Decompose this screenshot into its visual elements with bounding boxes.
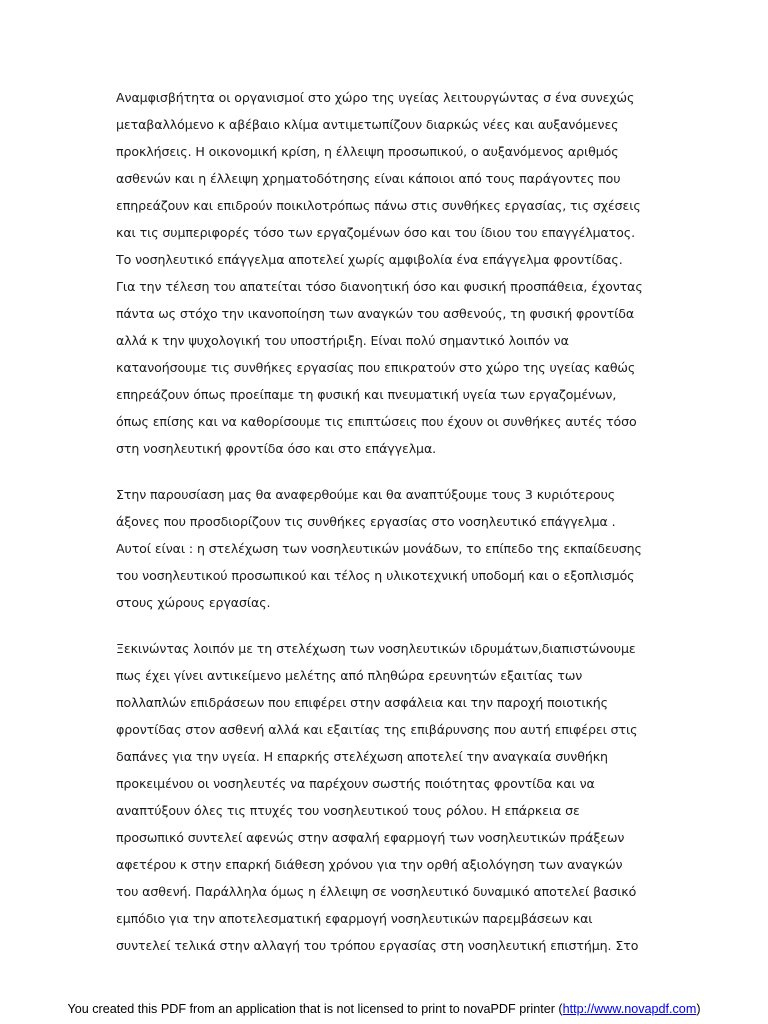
text-line: του νοσηλευτικού προσωπικού και τέλος η υλικοτεχνική υποδομή και ο εξοπλισμός xyxy=(116,568,635,583)
text-line: δαπάνες για την υγεία. Η επαρκής στελέχωση αποτελεί την αναγκαία συνθήκη xyxy=(116,749,608,764)
pdf-license-footer xyxy=(0,1002,768,1016)
text-line: στους χώρους εργασίας. xyxy=(116,595,271,610)
paragraph-staffing xyxy=(116,635,656,959)
text-line: πως έχει γίνει αντικείμενο μελέτης από πληθώρα ερευνητών εξαιτίας των xyxy=(116,668,583,683)
footer-text-end: ) xyxy=(696,1002,701,1016)
text-line: Αναμφισβήτητα οι οργανισμοί στο χώρο της υγείας λειτουργώντας σ ένα συνεχώς xyxy=(116,90,635,105)
text-line: προσωπικό συντελεί αφενώς στην ασφαλή εφαρμογή των νοσηλευτικών πράξεων xyxy=(116,830,625,845)
paragraph-overview xyxy=(116,481,656,616)
footer-text: You created this PDF from an application that is not licensed to print to novaPDF printer ( xyxy=(67,1002,563,1016)
text-line: αφετέρου κ στην επαρκή διάθεση χρόνου για την ορθή αξιολόγηση των αναγκών xyxy=(116,857,623,872)
text-line: προκλήσεις. Η οικονομική κρίση, η έλλειψη προσωπικού, ο αυξανόμενος αριθμός xyxy=(116,144,619,159)
text-line: αναπτύξουν όλες τις πτυχές του νοσηλευτικού τους ρόλου. Η επάρκεια σε xyxy=(116,803,580,818)
text-line: πάντα ως στόχο την ικανοποίηση των αναγκών του ασθενούς, τη φυσική φροντίδα xyxy=(116,306,635,321)
paragraph-intro xyxy=(116,84,656,462)
text-line: επηρεάζουν όπως προείπαμε τη φυσική και πνευματική υγεία των εργαζομένων, xyxy=(116,387,617,402)
text-line: συντελεί τελικά στην αλλαγή του τρόπου εργασίας στη νοσηλευτική επιστήμη. Στο xyxy=(116,938,639,953)
text-line: αλλά κ την ψυχολογική του υποστήριξη. Είναι πολύ σημαντικό λοιπόν να xyxy=(116,333,569,348)
text-line: επηρεάζουν και επιδρούν ποικιλοτρόπως πάνω στις συνθήκες εργασίας, τις σχέσεις xyxy=(116,198,641,213)
text-line: μεταβαλλόμενο κ αβέβαιο κλίμα αντιμετωπίζουν διαρκώς νέες και αυξανόμενες xyxy=(116,117,619,132)
text-line: εμπόδιο για την αποτελεσματική εφαρμογή νοσηλευτικών παρεμβάσεων και xyxy=(116,911,593,926)
text-line: Για την τέλεση του απατείται τόσο διανοητική όσο και φυσική προσπάθεια, έχοντας xyxy=(116,279,643,294)
text-line: πολλαπλών επιδράσεων που επιφέρει στην ασφάλεια και την παροχή ποιοτικής xyxy=(116,695,608,710)
text-line: και τις συμπεριφορές τόσο των εργαζομένων όσο και του ίδιου του επαγγέλματος. xyxy=(116,225,635,240)
text-line: όπως επίσης και να καθορίσουμε τις επιπτώσεις που έχουν οι συνθήκες αυτές τόσο xyxy=(116,414,637,429)
text-line: Αυτοί είναι : η στελέχωση των νοσηλευτικών μονάδων, το επίπεδο της εκπαίδευσης xyxy=(116,541,642,556)
text-line: Το νοσηλευτικό επάγγελμα αποτελεί χωρίς αμφιβολία ένα επάγγελμα φροντίδας. xyxy=(116,252,623,267)
text-line: Στην παρουσίαση μας θα αναφερθούμε και θα αναπτύξουμε τους 3 κυριότερους xyxy=(116,487,616,502)
text-line: άξονες που προσδιορίζουν τις συνθήκες εργασίας στο νοσηλευτικό επάγγελμα . xyxy=(116,514,616,529)
text-line: του ασθενή. Παράλληλα όμως η έλλειψη σε νοσηλευτικό δυναμικό αποτελεί βασικό xyxy=(116,884,637,899)
text-line: προκειμένου οι νοσηλευτές να παρέχουν σωστής ποιότητας φροντίδα και να xyxy=(116,776,595,791)
text-line: κατανοήσουμε τις συνθήκες εργασίας που επικρατούν στο χώρο της υγείας καθώς xyxy=(116,360,636,375)
document-body xyxy=(116,84,656,979)
novapdf-link[interactable]: http://www.novapdf.com xyxy=(562,1002,697,1016)
text-line: Ξεκινώντας λοιπόν με τη στελέχωση των νοσηλευτικών ιδρυμάτων,διαπιστώνουμε xyxy=(116,641,636,656)
text-line: φροντίδας στον ασθενή αλλά και εξαιτίας της επιβάρυνσης που αυτή επιφέρει στις xyxy=(116,722,638,737)
text-line: στη νοσηλευτική φροντίδα όσο και στο επάγγελμα. xyxy=(116,441,437,456)
text-line: ασθενών και η έλλειψη χρηματοδότησης είναι κάποιοι από τους παράγοντες που xyxy=(116,171,621,186)
